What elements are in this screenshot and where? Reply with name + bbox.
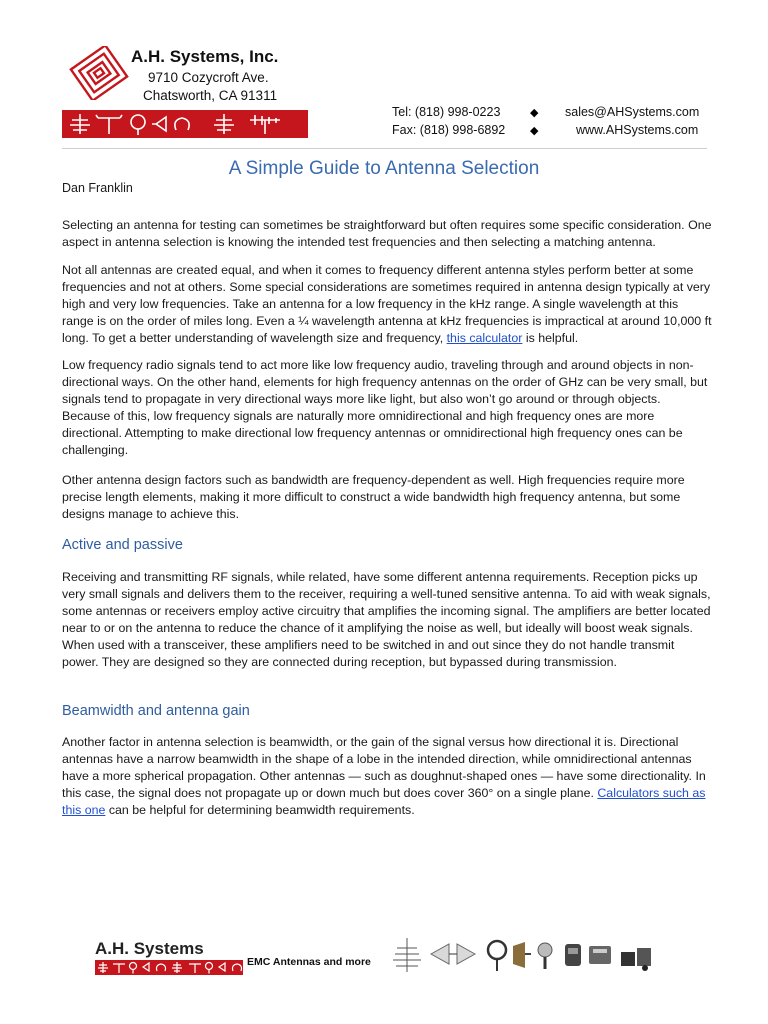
company-name: A.H. Systems, Inc. — [131, 47, 279, 66]
header-divider — [62, 148, 707, 149]
document-title: A Simple Guide to Antenna Selection — [228, 158, 540, 179]
paragraph-beamwidth — [62, 734, 712, 819]
footer-antenna-strip — [95, 960, 243, 975]
section-heading-beamwidth: Beamwidth and antenna gain — [62, 703, 250, 719]
address-line-1: 9710 Cozycroft Ave. — [148, 70, 269, 85]
paragraph-text: Not all antennas are created equal, and when it comes to frequency different antenna styles perform better at some frequencies and not at others. Some special considerations are sometimes required in antenna design typically at very high and very low frequencies. Take an antenna for a low frequency in the kHz range. A single wavelength at this range is on the order of miles long. Even a ¼ wavelength antenna at kHz frequencies is impractical at around 10,000 ft long. To get a better understanding of wavelength size and frequency, — [62, 263, 712, 345]
wavelength-calculator-link[interactable]: this calculator — [446, 331, 523, 345]
address-line-2: Chatsworth, CA 91311 — [143, 88, 278, 103]
footer-brand: A.H. Systems — [95, 939, 204, 958]
product-lineup-icon — [393, 934, 663, 974]
antenna-symbols-icon — [95, 960, 243, 975]
paragraph-frequency — [62, 262, 712, 347]
beamwidth-calculator-link[interactable]: Calculators such as this one — [62, 786, 706, 817]
paragraph-text: Another factor in antenna selection is beamwidth, or the gain of the signal versus how directional it is. Directional antennas have a narrow beamwidth in the shape of a lobe in the intended direction, while omnidirectional antennas have a more spherical propagation. Other antennas — such as doughnut-shaped ones — have some directionality. In this case, the signal does not propagate up or down much but does cover 360° on a single plane. — [62, 735, 706, 800]
paragraph-intro: Selecting an antenna for testing can sometimes be straightforward but often requires some specific consideration. One aspect in antenna selection is knowing the intended test frequencies and then selecting a matching antenna. — [62, 218, 712, 249]
section-heading-active-passive: Active and passive — [62, 537, 183, 553]
footer-tagline: EMC Antennas and more — [247, 956, 371, 968]
antenna-banner — [62, 110, 308, 138]
author-name: Dan Franklin — [62, 181, 133, 195]
paragraph-bandwidth: Other antenna design factors such as bandwidth are frequency-dependent as well. High frequencies require more precise length elements, making it more difficult to construct a wide bandwidth high frequency antenna, but some designs manage to achieve this. — [62, 473, 685, 521]
email-link[interactable]: sales@AHSystems.com — [565, 105, 700, 119]
footer-banner — [95, 934, 675, 974]
tel-number: Tel: (818) 998-0223 — [392, 105, 501, 119]
paragraph-text: is helpful. — [522, 331, 579, 345]
paragraph-propagation: Low frequency radio signals tend to act more like low frequency audio, traveling through and around objects in non-directional ways. On the other hand, elements for high frequency antennas on the order of GHz can be very small, but signals tend to propagate in very directional ways more like light, but also won’t go around or through objects. Because of this, low frequency signals are naturally more omnidirectional and high frequency ones are more directional. Attempting to make directional low frequency antennas or omnidirectional high frequency ones can be challenging. — [62, 358, 708, 457]
ahs-logo-icon — [64, 46, 134, 100]
paragraph-text: can be helpful for determining beamwidth requirements. — [105, 803, 415, 817]
website-link[interactable]: www.AHSystems.com — [576, 123, 699, 137]
diamond-icon: ◆ — [530, 125, 539, 137]
diamond-icon: ◆ — [530, 107, 539, 119]
fax-number: Fax: (818) 998-6892 — [392, 123, 506, 137]
paragraph-active-passive: Receiving and transmitting RF signals, while related, have some different antenna requirements. Reception picks up very small signals and delivers them to the receiver, requiring a well-tuned sensitive antenna. To aid with weak signals, some antennas or receivers employ active circuitry that amplifies the incoming signal. The amplifiers are better located near to or on the antenna to reduce the chance of it amplifying the noise as well, but ideally will boost weak signals. When used with a transceiver, these amplifiers need to be switched in and out since they do not handle transmit power. They are designed so they are connected during reception, but bypassed during transmission. — [62, 570, 711, 669]
letterhead — [62, 42, 707, 142]
antenna-symbols-icon — [62, 110, 308, 138]
